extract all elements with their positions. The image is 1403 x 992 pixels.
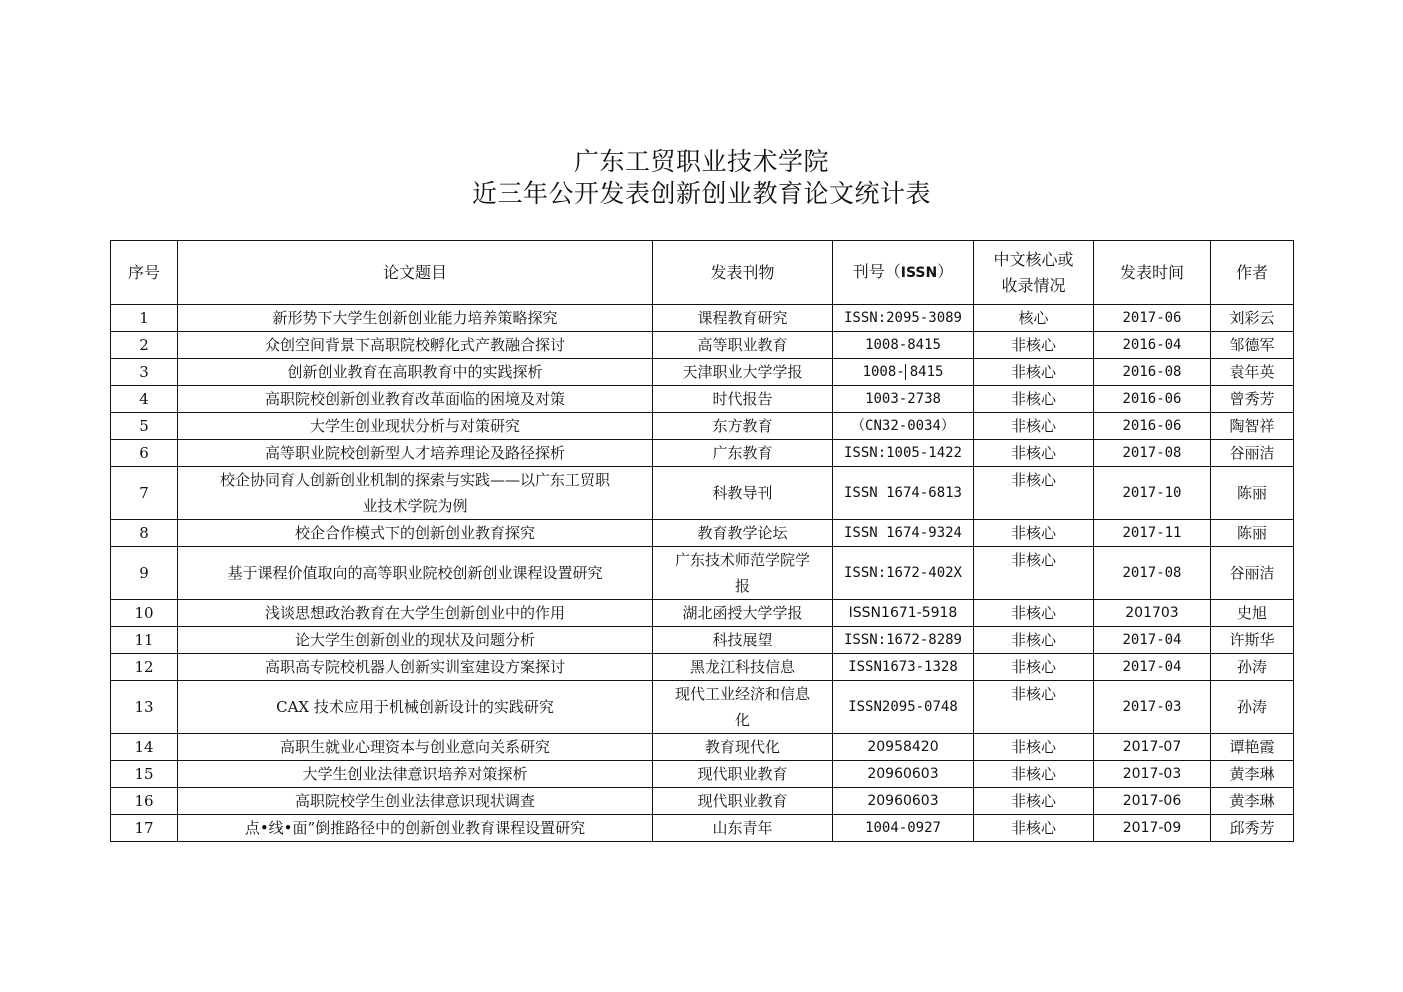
table-row: [111, 467, 1294, 520]
cell-title: 新形势下大学生创新创业能力培养策略探究: [178, 305, 653, 332]
cell-title: [178, 467, 653, 520]
cell-issn: ISSN1671-5918: [833, 600, 974, 627]
cell-title: 浅谈思想政治教育在大学生创新创业中的作用: [178, 600, 653, 627]
cell-date: 2017-03: [1094, 681, 1211, 734]
cell-journal: 黑龙江科技信息: [653, 654, 833, 681]
cell-title: 高职院校创新创业教育改革面临的困境及对策: [178, 386, 653, 413]
cell-core: 非核心: [974, 815, 1094, 842]
text-cursor-mark: [905, 364, 906, 380]
table-row: [111, 305, 1294, 332]
cell-core: 核心: [974, 305, 1094, 332]
header-date: 发表时间: [1094, 241, 1211, 305]
header-journal: 发表刊物: [653, 241, 833, 305]
cell-issn: 1008-8415: [833, 332, 974, 359]
cell-core: 非核心: [974, 681, 1094, 734]
cell-journal: 科技展望: [653, 627, 833, 654]
cell-journal: 高等职业教育: [653, 332, 833, 359]
cell-title: 校企合作模式下的创新创业教育探究: [178, 520, 653, 547]
header-issn: [833, 241, 974, 305]
cell-author: 曾秀芳: [1211, 386, 1294, 413]
cell-no: 4: [111, 386, 178, 413]
header-title: 论文题目: [178, 241, 653, 305]
header-issn-suffix: ）: [937, 262, 954, 281]
cell-date: 2016-08: [1094, 359, 1211, 386]
cell-date: 2017-10: [1094, 467, 1211, 520]
cell-issn: ISSN1673-1328: [833, 654, 974, 681]
header-issn-bold: ISSN: [900, 265, 938, 281]
table-row: [111, 654, 1294, 681]
cell-date: 2016-06: [1094, 413, 1211, 440]
table-row: [111, 359, 1294, 386]
cell-author: 史旭: [1211, 600, 1294, 627]
cell-author: 陶智祥: [1211, 413, 1294, 440]
cell-author: 孙涛: [1211, 681, 1294, 734]
cell-title: 基于课程价值取向的高等职业院校创新创业课程设置研究: [178, 547, 653, 600]
table-row: [111, 761, 1294, 788]
header-core: [974, 241, 1094, 305]
cell-author: 谭艳霞: [1211, 734, 1294, 761]
cell-core: 非核心: [974, 627, 1094, 654]
cell-title-line2: 业技术学院为例: [362, 497, 468, 515]
cell-issn: （CN32-0034）: [833, 413, 974, 440]
cell-no: 3: [111, 359, 178, 386]
table-row: [111, 413, 1294, 440]
cell-journal-line1: 广东技术师范学院学: [674, 551, 810, 569]
table-row: [111, 547, 1294, 600]
cell-issn: ISSN:2095-3089: [833, 305, 974, 332]
cell-journal: 课程教育研究: [653, 305, 833, 332]
cell-issn: ISSN:1672-402X: [833, 547, 974, 600]
cell-no: 6: [111, 440, 178, 467]
cell-journal: 教育教学论坛: [653, 520, 833, 547]
cell-core: 非核心: [974, 520, 1094, 547]
cell-author: 孙涛: [1211, 654, 1294, 681]
cell-core: 非核心: [974, 654, 1094, 681]
cell-title-line1: 校企协同育人创新创业机制的探索与实践——以广东工贸职: [219, 471, 610, 489]
cell-issn: ISSN:1672-8289: [833, 627, 974, 654]
cell-date: 2017-08: [1094, 547, 1211, 600]
cell-author: 袁年英: [1211, 359, 1294, 386]
cell-author: 谷丽洁: [1211, 547, 1294, 600]
cell-title: 高等职业院校创新型人才培养理论及路径探析: [178, 440, 653, 467]
header-no: 序号: [111, 241, 178, 305]
cell-title: 大学生创业现状分析与对策研究: [178, 413, 653, 440]
cell-date: 2017-06: [1094, 788, 1211, 815]
cell-author: 陈丽: [1211, 467, 1294, 520]
cell-issn: ISSN:1005-1422: [833, 440, 974, 467]
table-row: [111, 386, 1294, 413]
cell-date: 2017-04: [1094, 654, 1211, 681]
cell-core: 非核心: [974, 359, 1094, 386]
cell-no: 7: [111, 467, 178, 520]
cell-issn-part-b: 8415: [909, 364, 944, 380]
cell-no: 13: [111, 681, 178, 734]
cell-date: 2017-11: [1094, 520, 1211, 547]
table-row: [111, 734, 1294, 761]
document-title: [0, 146, 1403, 210]
cell-date: 2017-03: [1094, 761, 1211, 788]
cell-core: 非核心: [974, 547, 1094, 600]
cell-no: 10: [111, 600, 178, 627]
cell-core: 非核心: [974, 332, 1094, 359]
cell-no: 5: [111, 413, 178, 440]
cell-title: 高职高专院校机器人创新实训室建设方案探讨: [178, 654, 653, 681]
cell-date: 2017-04: [1094, 627, 1211, 654]
cell-no: 14: [111, 734, 178, 761]
table-row: [111, 440, 1294, 467]
cell-issn: ISSN2095-0748: [833, 681, 974, 734]
cell-journal-line2: 报: [734, 577, 750, 595]
cell-core: 非核心: [974, 734, 1094, 761]
table-header-row: [111, 241, 1294, 305]
cell-journal: 山东青年: [653, 815, 833, 842]
header-author: 作者: [1211, 241, 1294, 305]
table-title: 近三年公开发表创新创业教育论文统计表: [471, 179, 931, 208]
cell-issn: 1004-0927: [833, 815, 974, 842]
school-name: 广东工贸职业技术学院: [573, 147, 829, 176]
header-issn-prefix: 刊号（: [852, 262, 901, 281]
header-core-line2: 收录情况: [1001, 275, 1066, 295]
cell-title: 高职生就业心理资本与创业意向关系研究: [178, 734, 653, 761]
table-row: [111, 520, 1294, 547]
cell-no: 8: [111, 520, 178, 547]
cell-title: 众创空间背景下高职院校孵化式产教融合探讨: [178, 332, 653, 359]
cell-issn: 1003-2738: [833, 386, 974, 413]
cell-no: 16: [111, 788, 178, 815]
cell-no: 15: [111, 761, 178, 788]
cell-date: 201703: [1094, 600, 1211, 627]
cell-journal: 教育现代化: [653, 734, 833, 761]
cell-date: 2017-06: [1094, 305, 1211, 332]
cell-core: 非核心: [974, 386, 1094, 413]
cell-issn: ISSN 1674-6813: [833, 467, 974, 520]
cell-author: 刘彩云: [1211, 305, 1294, 332]
cell-journal-line2: 化: [734, 711, 750, 729]
cell-journal: 科教导刊: [653, 467, 833, 520]
cell-issn-part-a: 1008-: [862, 364, 905, 380]
cell-core: 非核心: [974, 413, 1094, 440]
cell-title: 论大学生创新创业的现状及问题分析: [178, 627, 653, 654]
table-row: [111, 600, 1294, 627]
table-row: [111, 815, 1294, 842]
cell-issn: 20960603: [833, 788, 974, 815]
table-row: [111, 627, 1294, 654]
cell-author: 黄李琳: [1211, 788, 1294, 815]
cell-issn: [833, 359, 974, 386]
cell-issn: 20960603: [833, 761, 974, 788]
cell-no: 17: [111, 815, 178, 842]
cell-core: 非核心: [974, 600, 1094, 627]
header-core-line1: 中文核心或: [993, 249, 1074, 269]
cell-issn: ISSN 1674-9324: [833, 520, 974, 547]
cell-author: 邱秀芳: [1211, 815, 1294, 842]
table-row: [111, 681, 1294, 734]
cell-author: 谷丽洁: [1211, 440, 1294, 467]
cell-core: 非核心: [974, 788, 1094, 815]
cell-journal: 现代职业教育: [653, 788, 833, 815]
cell-journal: 时代报告: [653, 386, 833, 413]
cell-date: 2017-07: [1094, 734, 1211, 761]
cell-date: 2017-08: [1094, 440, 1211, 467]
cell-no: 12: [111, 654, 178, 681]
cell-core: 非核心: [974, 440, 1094, 467]
cell-no: 2: [111, 332, 178, 359]
cell-author: 许斯华: [1211, 627, 1294, 654]
cell-journal: 东方教育: [653, 413, 833, 440]
cell-journal: [653, 547, 833, 600]
cell-core: 非核心: [974, 761, 1094, 788]
cell-title: 高职院校学生创业法律意识现状调查: [178, 788, 653, 815]
cell-no: 1: [111, 305, 178, 332]
cell-author: 陈丽: [1211, 520, 1294, 547]
cell-journal: [653, 681, 833, 734]
cell-issn: 20958420: [833, 734, 974, 761]
cell-journal: 现代职业教育: [653, 761, 833, 788]
cell-title: 大学生创业法律意识培养对策探析: [178, 761, 653, 788]
cell-title: 创新创业教育在高职教育中的实践探析: [178, 359, 653, 386]
cell-journal: 湖北函授大学学报: [653, 600, 833, 627]
cell-date: 2016-04: [1094, 332, 1211, 359]
cell-date: 2017-09: [1094, 815, 1211, 842]
table-row: [111, 332, 1294, 359]
cell-no: 9: [111, 547, 178, 600]
cell-journal: 广东教育: [653, 440, 833, 467]
cell-no: 11: [111, 627, 178, 654]
cell-core: 非核心: [974, 467, 1094, 520]
cell-date: 2016-06: [1094, 386, 1211, 413]
cell-journal-line1: 现代工业经济和信息: [674, 685, 810, 703]
table-row: [111, 788, 1294, 815]
cell-title: 点•线•面”倒推路径中的创新创业教育课程设置研究: [178, 815, 653, 842]
cell-journal: 天津职业大学学报: [653, 359, 833, 386]
cell-title: CAX 技术应用于机械创新设计的实践研究: [178, 681, 653, 734]
papers-table: [110, 240, 1294, 842]
cell-author: 黄李琳: [1211, 761, 1294, 788]
cell-author: 邹德军: [1211, 332, 1294, 359]
